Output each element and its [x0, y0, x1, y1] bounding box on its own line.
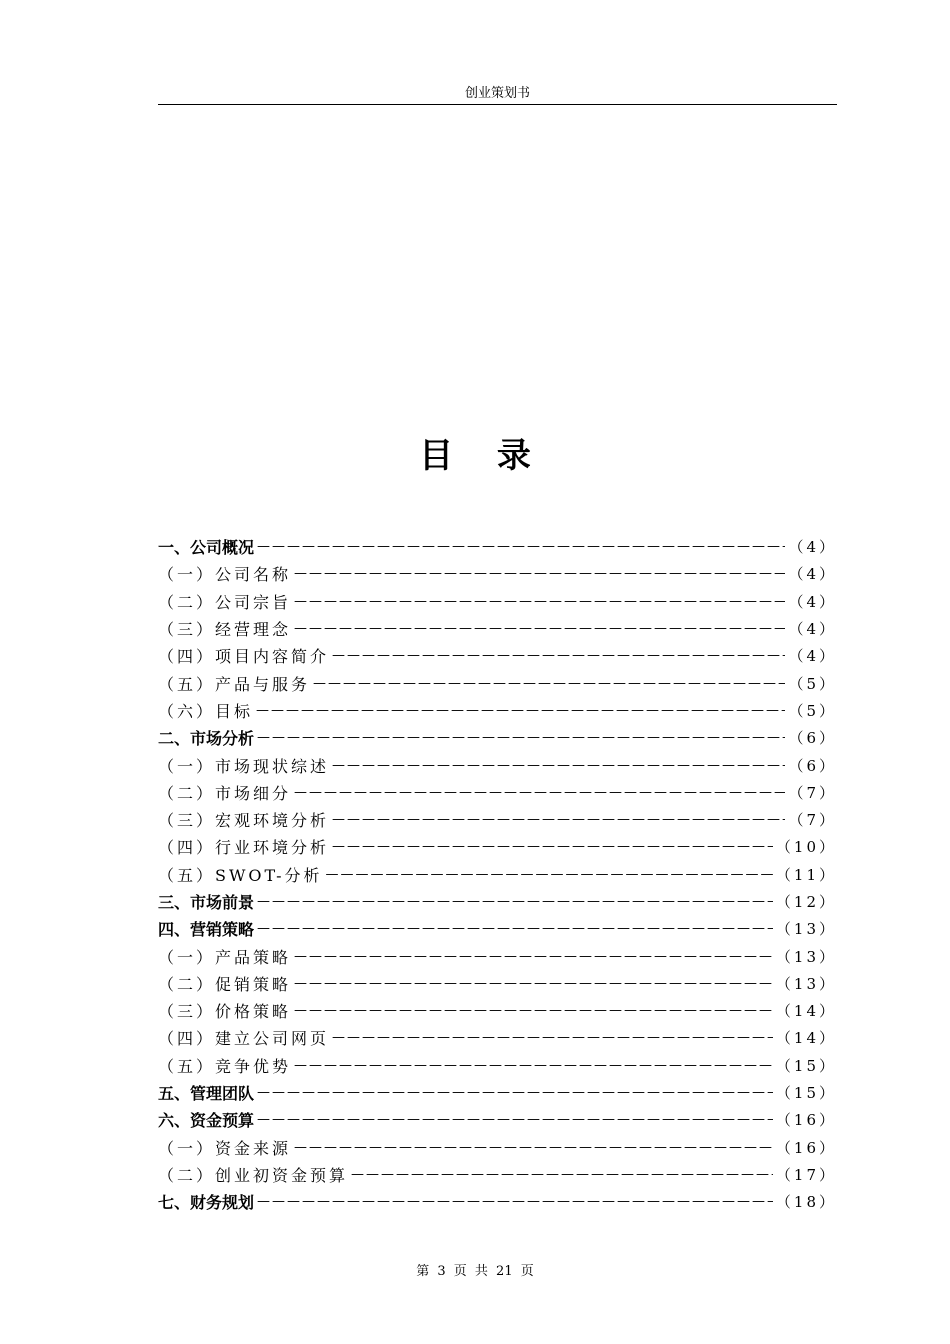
toc-entry-page: （17）	[775, 1165, 837, 1184]
toc-entry-page: （6）	[788, 729, 837, 748]
toc-entry-page: （10）	[775, 838, 837, 857]
toc-entry-page: （16）	[775, 1138, 837, 1157]
toc-leader-line	[332, 839, 773, 854]
toc-entry-label: （二）公司宗旨	[158, 592, 292, 612]
toc-entry-label: 六、资金预算	[158, 1111, 255, 1131]
toc-leader-line	[257, 539, 785, 554]
page-footer: 第 3 页 共 21 页	[416, 1264, 534, 1279]
toc-entry-page: （4）	[788, 620, 837, 639]
toc-entry-page: （13）	[775, 947, 837, 966]
toc-entry-page: （4）	[788, 538, 837, 557]
toc-leader-line	[332, 758, 785, 773]
toc-leader-line	[326, 867, 773, 882]
toc-entry[interactable]	[158, 560, 837, 587]
toc-entry-label: （二）创业初资金预算	[158, 1165, 349, 1185]
toc-entry-label: 七、财务规划	[158, 1193, 255, 1213]
toc-entry-label: 一、公司概况	[158, 538, 255, 558]
toc-entry-page: （15）	[775, 1084, 837, 1103]
toc-entry[interactable]	[158, 533, 837, 560]
toc-title: 目 录	[419, 436, 547, 476]
toc-entry[interactable]	[158, 669, 837, 696]
toc-entry[interactable]	[158, 1024, 837, 1051]
toc-entry-page: （16）	[775, 1111, 837, 1130]
toc-entry[interactable]	[158, 779, 837, 806]
toc-leader-line	[294, 785, 785, 800]
toc-leader-line	[294, 566, 785, 581]
toc-entry-label: （一）资金来源	[158, 1138, 292, 1158]
toc-entry-label: 四、营销策略	[158, 920, 255, 940]
toc-entry[interactable]	[158, 997, 837, 1024]
toc-entry[interactable]	[158, 970, 837, 997]
toc-entry[interactable]	[158, 697, 837, 724]
toc-entry[interactable]	[158, 1188, 837, 1215]
toc-entry-label: （三）宏观环境分析	[158, 811, 330, 831]
toc-entry[interactable]	[158, 724, 837, 751]
toc-leader-line	[294, 949, 773, 964]
toc-entry-page: （18）	[775, 1193, 837, 1212]
toc-leader-line	[257, 1194, 773, 1209]
toc-entry-label: （一）产品策略	[158, 947, 292, 967]
toc-entry[interactable]	[158, 888, 837, 915]
toc-entry[interactable]	[158, 1079, 837, 1106]
toc-entry-page: （4）	[788, 565, 837, 584]
toc-entry-page: （7）	[788, 783, 837, 802]
table-of-contents	[158, 533, 837, 1215]
toc-leader-line	[332, 1030, 773, 1045]
toc-entry-label: （四）项目内容简介	[158, 647, 330, 667]
toc-entry-page: （14）	[775, 1002, 837, 1021]
toc-entry[interactable]	[158, 1134, 837, 1161]
toc-entry-label: （二）促销策略	[158, 974, 292, 994]
toc-entry-label: （一）市场现状综述	[158, 756, 330, 776]
toc-entry-label: （四）行业环境分析	[158, 838, 330, 858]
toc-entry-page: （13）	[775, 974, 837, 993]
toc-leader-line	[332, 648, 785, 663]
toc-entry-label: （五）产品与服务	[158, 674, 311, 694]
toc-leader-line	[294, 1058, 773, 1073]
toc-entry-page: （5）	[788, 701, 837, 720]
toc-leader-line	[257, 730, 785, 745]
toc-entry-page: （7）	[788, 811, 837, 830]
toc-entry-label: （五）SWOT-分析	[158, 865, 323, 885]
toc-entry[interactable]	[158, 1106, 837, 1133]
page-header	[158, 86, 837, 105]
toc-leader-line	[257, 921, 773, 936]
toc-leader-line	[313, 676, 785, 691]
toc-leader-line	[294, 1003, 773, 1018]
toc-entry-label: （二）市场细分	[158, 783, 292, 803]
toc-entry[interactable]	[158, 642, 837, 669]
toc-entry-label: （六）目标	[158, 701, 254, 721]
toc-entry[interactable]	[158, 1161, 837, 1188]
toc-entry[interactable]	[158, 915, 837, 942]
toc-leader-line	[257, 894, 773, 909]
header-title: 创业策划书	[464, 86, 530, 101]
toc-leader-line	[332, 812, 785, 827]
toc-leader-line	[294, 1140, 773, 1155]
toc-entry-page: （13）	[775, 920, 837, 939]
toc-leader-line	[257, 1112, 773, 1127]
toc-entry[interactable]	[158, 861, 837, 888]
toc-entry-label: （一）公司名称	[158, 565, 292, 585]
toc-leader-line	[294, 976, 773, 991]
toc-entry[interactable]	[158, 751, 837, 778]
toc-entry-label: 三、市场前景	[158, 893, 255, 912]
toc-leader-line	[294, 594, 785, 609]
toc-entry-label: （四）建立公司网页	[158, 1029, 330, 1049]
toc-entry-page: （12）	[775, 893, 837, 911]
toc-entry[interactable]	[158, 806, 837, 833]
toc-entry-label: （五）竞争优势	[158, 1056, 292, 1076]
toc-entry-label: （三）价格策略	[158, 1002, 292, 1022]
toc-entry[interactable]	[158, 942, 837, 969]
toc-leader-line	[257, 1085, 773, 1100]
toc-leader-line	[256, 703, 785, 718]
toc-entry-page: （15）	[775, 1056, 837, 1075]
toc-leader-line	[294, 621, 785, 636]
toc-entry[interactable]	[158, 1052, 837, 1079]
toc-entry[interactable]	[158, 615, 837, 642]
toc-entry-page: （5）	[788, 674, 837, 693]
toc-entry-label: 五、管理团队	[158, 1084, 255, 1104]
toc-entry-label: （三）经营理念	[158, 620, 292, 640]
toc-entry-page: （6）	[788, 756, 837, 775]
toc-entry-page: （14）	[775, 1029, 837, 1048]
toc-entry-page: （11）	[775, 865, 837, 884]
toc-entry[interactable]	[158, 833, 837, 860]
toc-entry[interactable]	[158, 588, 837, 615]
toc-entry-label: 二、市场分析	[158, 729, 255, 749]
toc-entry-page: （4）	[788, 592, 837, 611]
toc-leader-line	[351, 1167, 773, 1182]
toc-entry-page: （4）	[788, 647, 837, 666]
